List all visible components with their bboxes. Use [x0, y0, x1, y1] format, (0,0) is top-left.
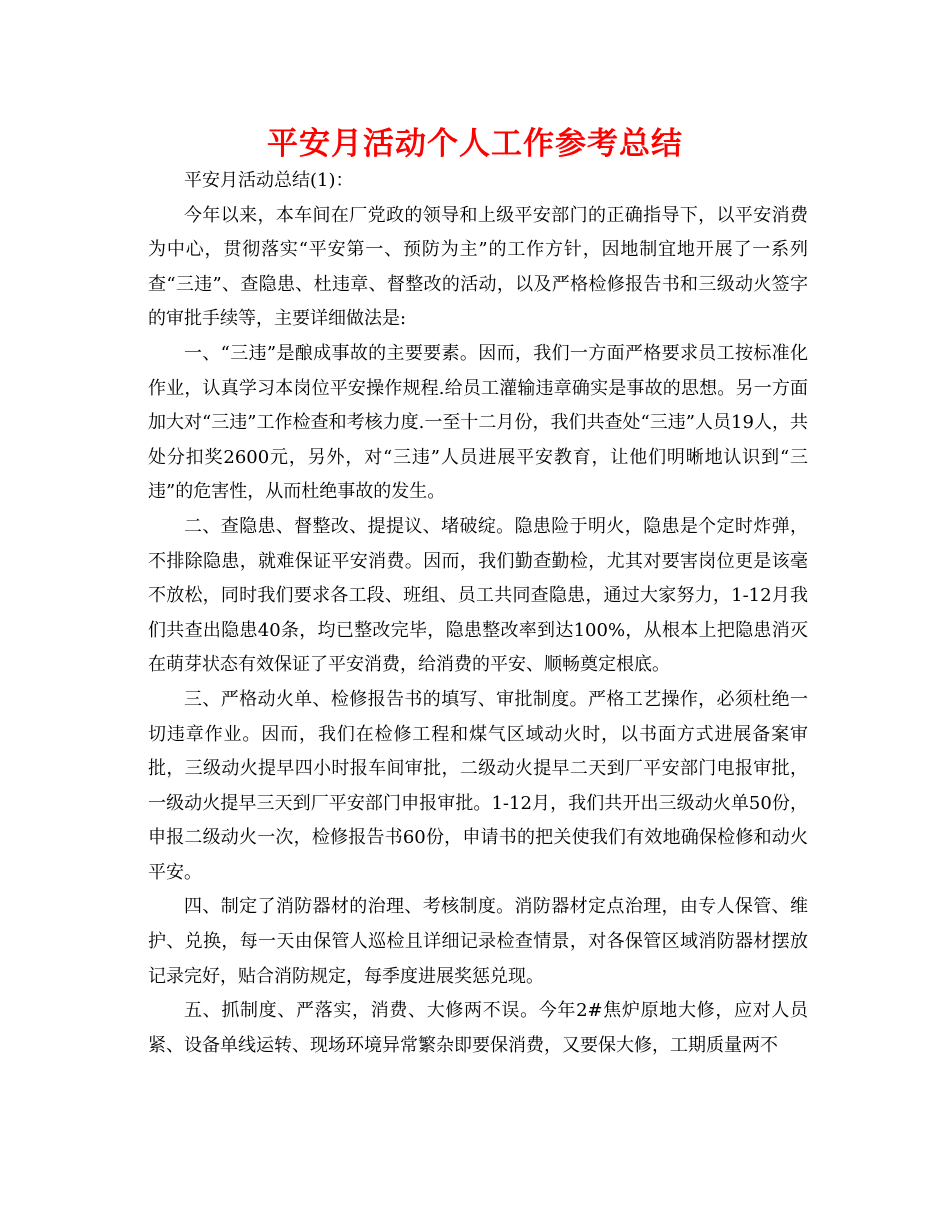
- subheading: 平安月活动总结(1)：: [184, 170, 354, 191]
- paragraph-section-3: 三、严格动火单、检修报告书的填写、审批制度。严格工艺操作，必须杜绝一切违章作业。因而，我们在检修工程和煤气区域动火时，以书面方式进展备案审批，三级动火提早四小时报车间审批，二级动火提早二天到厂平安部门电报审批，一级动火提早三天到厂平安部门申报审批。1-12月，我们共开出三级动火单50份，申报二级动火一次，检修报告书60份，申请书的把关使我们有效地确保检修和动火平安。: [148, 688, 808, 883]
- paragraph-section-5: 五、抓制度、严落实，消费、大修两不误。今年2#焦炉原地大修，应对人员紧、设备单线运转、现场环境异常繁杂即要保消费，又要保大修，工期质量两不: [148, 1000, 808, 1056]
- paragraph-section-1: 一、“三违”是酿成事故的主要要素。因而，我们一方面严格要求员工按标准化作业，认真学习本岗位平安操作规程.给员工灌输违章确实是事故的思想。另一方面加大对“三违”工作检查和考核力度.一至十二月份，我们共查处“三违”人员19人，共处分扣奖2600元，另外，对“三违”人员进展平安教育，让他们明晰地认识到“三违”的危害性，从而杜绝事故的发生。: [148, 342, 808, 503]
- document-body: [148, 164, 808, 1063]
- document-title: 平安月活动个人工作参考总结: [267, 126, 683, 162]
- paragraph-section-2: 二、查隐患、督整改、提提议、堵破绽。隐患险于明火，隐患是个定时炸弹，不排除隐患，就难保证平安消费。因而，我们勤查勤检，尤其对要害岗位更是该毫不放松，同时我们要求各工段、班组、员工共同查隐患，通过大家努力，1-12月我们共查出隐患40条，均已整改完毕，隐患整改率到达100%，从根本上把隐患消灭在萌芽状态有效保证了平安消费，给消费的平安、顺畅奠定根底。: [148, 515, 808, 676]
- paragraph-section-4: 四、制定了消防器材的治理、考核制度。消防器材定点治理，由专人保管、维护、兑换，每一天由保管人巡检且详细记录检查情景，对各保管区域消防器材摆放记录完好，贴合消防规定，每季度进展奖惩兑现。: [148, 896, 808, 987]
- paragraph-intro: 今年以来，本车间在厂党政的领导和上级平安部门的正确指导下，以平安消费为中心，贯彻落实“平安第一、预防为主”的工作方针，因地制宜地开展了一系列查“三违”、查隐患、杜违章、督整改的活动，以及严格检修报告书和三级动火签字的审批手续等，主要详细做法是:: [148, 204, 808, 330]
